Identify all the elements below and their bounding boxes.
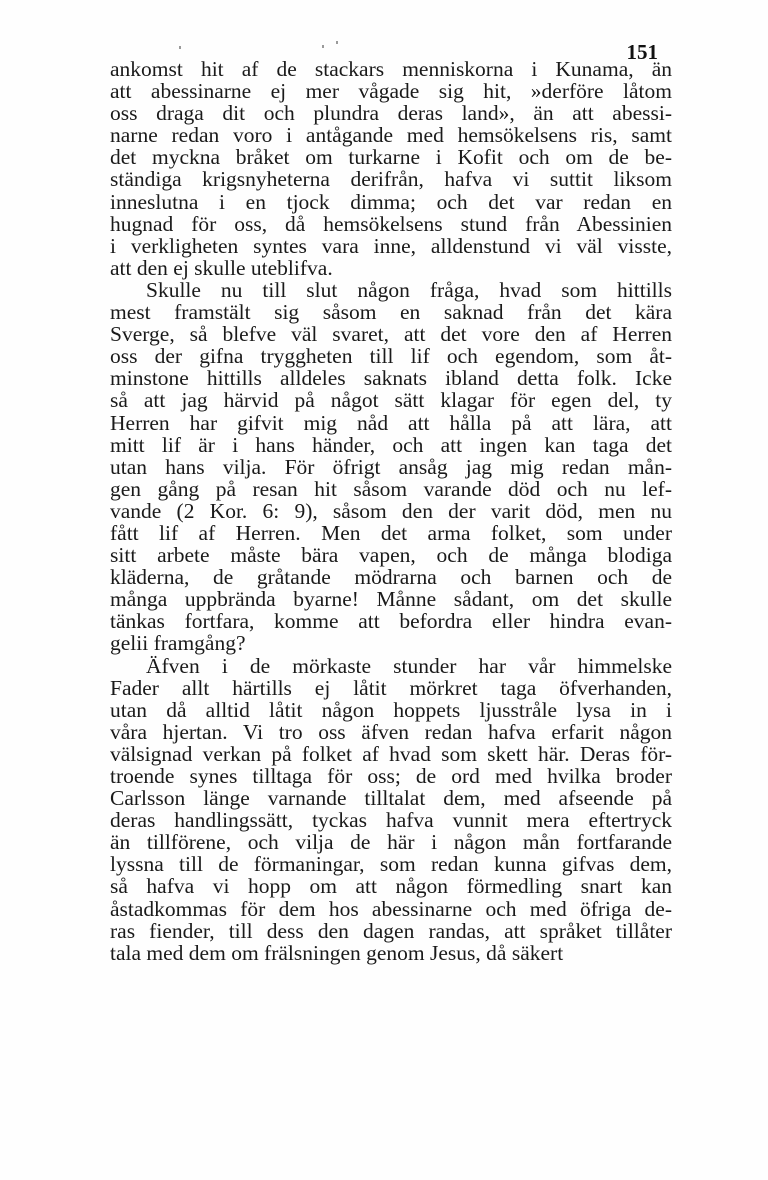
text-line: troende synes tilltaga för oss; de ord med hvilka broder [110, 764, 672, 788]
text-line: Sverge, så blefve väl svaret, att det vore den af Herren [110, 322, 672, 347]
text-line: mitt lif är i hans händer, och att ingen kan taga det [110, 432, 672, 457]
text-line: fått lif af Herren. Men det arma folket, som under [110, 520, 672, 545]
text-line: vande (2 Kor. 6: 9), såsom den der varit död, men nu [110, 498, 672, 523]
text-line: så att jag härvid på något sätt klagar för egen del, ty [110, 388, 672, 413]
text-line: tänkas fortfara, komme att befordra eller hindra evan- [110, 609, 672, 634]
text-line: oss der gifna tryggheten till lif och egendom, som åt- [110, 344, 672, 369]
text-line: Fader allt härtills ej låtit mörkret taga öfverhanden, [110, 675, 672, 700]
text-line: inneslutna i en tjock dimma; och det var redan en [110, 189, 672, 214]
text-line: välsignad verkan på folket af hvad som skett här. Deras för- [110, 741, 672, 766]
text-line: att abessinarne ej mer vågade sig hit, »derföre låtom [110, 79, 672, 104]
body-text [110, 58, 672, 964]
text-line: hugnad för oss, då hemsökelsens stund från Abessinien [110, 211, 672, 236]
text-line: utan då alltid låtit någon hoppets ljusstråle lysa in i [110, 697, 672, 722]
text-line: Herren har gifvit mig nåd att hålla på att lära, att [110, 410, 672, 435]
text-line: gen gång på resan hit såsom varande död och nu lef- [110, 476, 672, 501]
text-line: utan hans vilja. För öfrigt ansåg jag mig redan mån- [110, 454, 672, 479]
text-line: Äfven i de mörkaste stunder har vår himmelske [146, 653, 672, 678]
text-line: många uppbrända byarne! Månne sådant, om det skulle [110, 587, 672, 612]
text-line: Skulle nu till slut någon fråga, hvad som hittills [146, 277, 672, 302]
text-line: mest framstält sig såsom en saknad från det kära [110, 300, 672, 325]
text-line: åstadkommas för dem hos abessinarne och med öfriga de- [110, 896, 672, 921]
text-line: ankomst hit af de stackars menniskorna i Kunama, än [110, 57, 672, 81]
text-line: lyssna till de förmaningar, som redan kunna gifvas dem, [110, 852, 672, 877]
text-line: kläderna, de gråtande mödrarna och barnen och de [110, 565, 672, 590]
page-number: 151 [626, 40, 658, 64]
text-line: deras handlingssätt, tyckas hafva vunnit mera eftertryck [110, 808, 672, 833]
text-line: Carlsson länge varnande tilltalat dem, med afseende på [110, 786, 672, 811]
print-speck [322, 45, 324, 48]
text-line: narne redan voro i antågande med hemsökelsens ris, samt [110, 123, 672, 148]
text-line: minstone hittills alldeles saknats ibland detta folk. Icke [110, 366, 672, 391]
text-line: gelii framgång? [110, 631, 246, 656]
text-line: sitt arbete måste bära vapen, och de många blodiga [110, 543, 672, 568]
paragraph [110, 655, 672, 964]
paragraph [110, 58, 672, 279]
print-speck [336, 41, 338, 44]
text-line: våra hjertan. Vi tro oss äfven redan hafva erfarit någon [110, 719, 672, 744]
text-line: att den ej skulle uteblifva. [110, 255, 333, 280]
text-line: ständiga krigsnyheterna derifrån, hafva vi suttit liksom [110, 167, 672, 192]
text-line: så hafva vi hopp om att någon förmedling snart kan [110, 874, 672, 899]
print-speck [179, 46, 181, 49]
text-line: ras fiender, till dess den dagen randas, att språket tillåter [110, 918, 672, 943]
text-line: än tillförene, och vilja de här i någon mån fortfarande [110, 830, 672, 855]
paragraph [110, 279, 672, 655]
text-line: det myckna bråket om turkarne i Kofit och om de be- [110, 145, 672, 170]
text-line: oss draga dit och plundra deras land», än att abessi- [110, 101, 672, 126]
text-line: tala med dem om frälsningen genom Jesus, då säkert [110, 940, 564, 965]
text-line: i verkligheten syntes vara inne, alldenstund vi väl visste, [110, 233, 672, 258]
